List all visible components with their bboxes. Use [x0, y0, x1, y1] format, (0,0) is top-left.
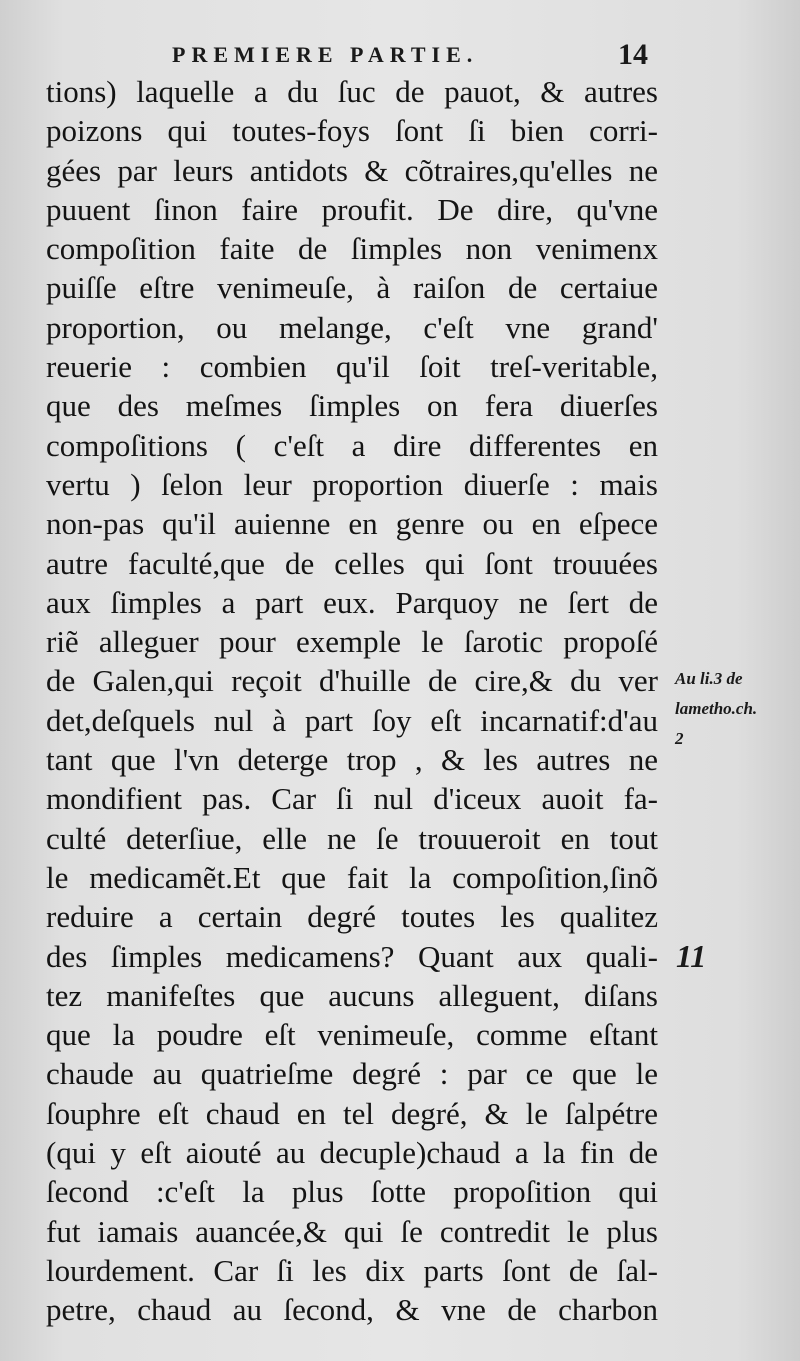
marginal-note-line: Au li.3 de	[675, 669, 743, 688]
running-title: PREMIERE PARTIE.	[172, 42, 479, 67]
text-line: tions) laquelle a du ſuc de pauot, & autres	[46, 74, 658, 109]
text-line: mondifient pas. Car ſi nul d'iceux auoit fa-	[46, 781, 658, 817]
text-line: fut iamais auancée,& qui ſe contredit le plus	[46, 1213, 658, 1249]
text-line: tant que l'vn deterge trop , & les autres ne	[46, 742, 658, 778]
text-line: lourdement. Car ſi les dix parts ſont de ſal-	[46, 1252, 658, 1288]
text-line: aux ſimples a part eux. Parquoy ne ſert de	[46, 584, 658, 620]
text-line: reuerie : combien qu'il ſoit treſ-veritable,	[46, 349, 658, 385]
text-line: le medicamẽt.Et que fait la compoſition,ſinõ	[46, 859, 658, 895]
text-line: autre faculté,que de celles qui ſont trouuées	[46, 545, 658, 581]
marginal-mark: 11	[676, 938, 707, 974]
text-line: ſouphre eſt chaud en tel degré, & le ſalpétre	[46, 1095, 658, 1131]
text-line: que des meſmes ſimples on fera diuerſes	[46, 388, 658, 424]
text-line: compoſitions ( c'eſt a dire differentes en	[46, 427, 658, 463]
marginal-note-line: lametho.ch.	[675, 699, 758, 718]
text-line: culté deterſiue, elle ne ſe trouueroit en tout	[46, 820, 658, 856]
text-line: des ſimples medicamens? Quant aux quali-	[46, 938, 658, 974]
text-line: (qui y eſt aiouté au decuple)chaud a la fin de	[46, 1135, 658, 1171]
text-line: de Galen,qui reçoit d'huille de cire,& du ver	[46, 663, 658, 699]
text-line: compoſition faite de ſimples non venimenx	[46, 231, 658, 267]
text-line: petre, chaud au ſecond, & vne de charbon	[46, 1292, 658, 1328]
text-line: proportion, ou melange, c'eſt vne grand'	[46, 309, 658, 345]
text-line: poizons qui toutes-foys ſont ſi bien corri-	[46, 113, 658, 149]
text-line: det,deſquels nul à part ſoy eſt incarnatif:d'au	[46, 702, 658, 738]
text-line: reduire a certain degré toutes les qualitez	[46, 899, 658, 935]
body-text	[46, 72, 666, 1330]
text-line: chaude au quatrieſme degré : par ce que le	[46, 1056, 658, 1092]
marginal-note-line: 2	[675, 729, 684, 748]
text-line: que la poudre eſt venimeuſe, comme eſtant	[46, 1017, 658, 1053]
text-line: non-pas qu'il auienne en genre ou en eſpece	[46, 506, 658, 542]
page-number: 14	[618, 38, 648, 71]
text-line: tez manifeſtes que aucuns alleguent, diſans	[46, 977, 658, 1013]
text-line: gées par leurs antidots & cõtraires,qu'elles ne	[46, 152, 658, 188]
text-line: puuent ſinon faire proufit. De dire, qu'vne	[46, 191, 658, 227]
text-line: puiſſe eſtre venimeuſe, à raiſon de certaiue	[46, 270, 658, 306]
text-line: riẽ alleguer pour exemple le ſarotic propoſé	[46, 624, 658, 660]
text-line: ſecond :c'eſt la plus ſotte propoſition qui	[46, 1174, 658, 1210]
text-line: vertu ) ſelon leur proportion diuerſe : mais	[46, 466, 658, 502]
marginal-note	[675, 664, 795, 754]
